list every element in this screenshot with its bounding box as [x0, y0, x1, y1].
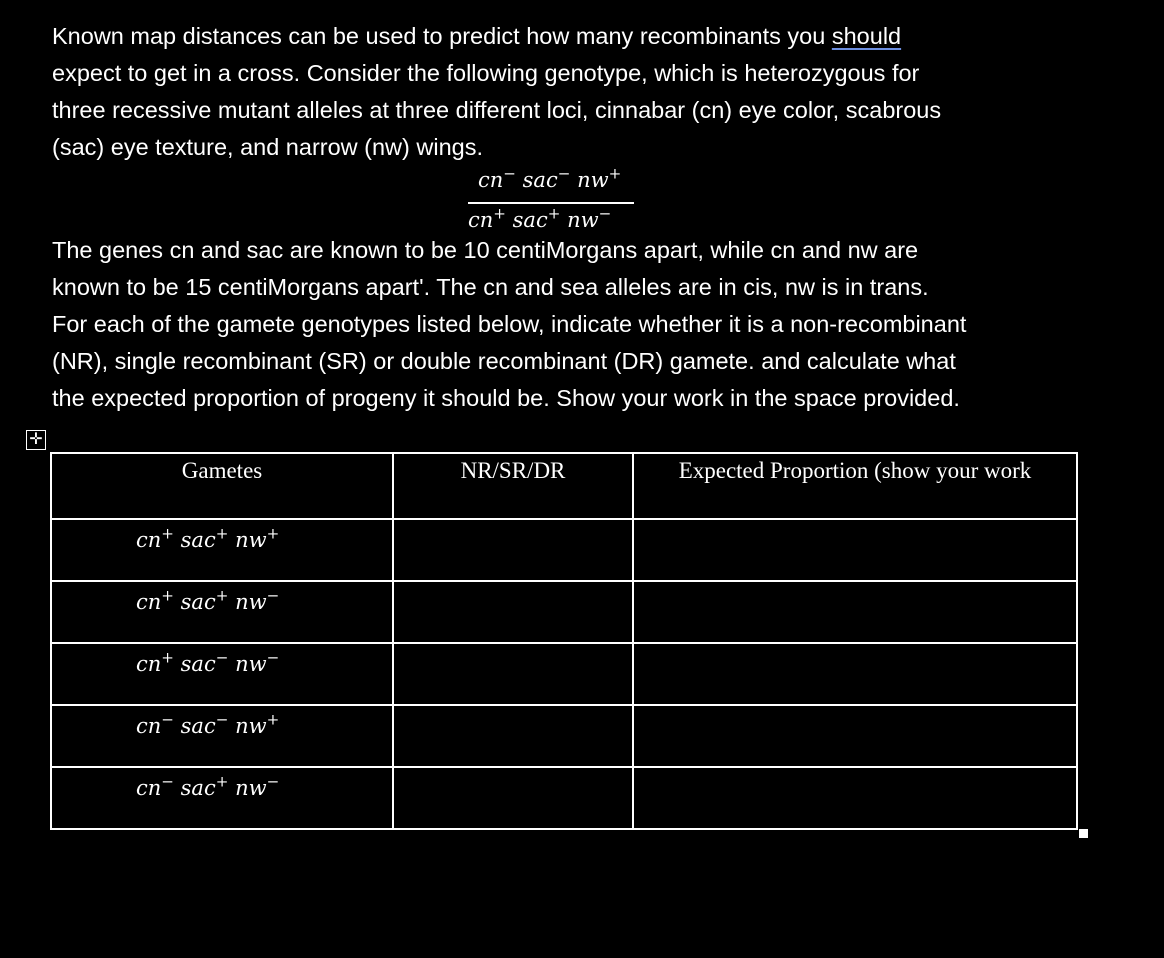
allele: [567, 204, 612, 232]
allele: [512, 204, 561, 232]
table-row: [51, 767, 1077, 829]
instructions-line: the expected proportion of progeny it should be. Show your work in the space provided.: [52, 385, 960, 411]
allele: [235, 772, 280, 800]
allele: [180, 772, 229, 800]
gene-symbol: cn: [136, 652, 162, 676]
gene-symbol: sac: [522, 168, 558, 192]
gene-symbol: cn: [136, 714, 162, 738]
gene-symbol: nw: [235, 652, 267, 676]
recombinant-type-cell[interactable]: [393, 767, 633, 829]
allele: [468, 204, 506, 232]
square-resize-icon[interactable]: [1079, 829, 1088, 838]
gamete-cell[interactable]: [51, 705, 393, 767]
allele: [136, 524, 174, 552]
allele: [235, 648, 280, 676]
gamete-genotype: [52, 520, 392, 552]
gene-symbol: nw: [235, 776, 267, 800]
expected-proportion-cell[interactable]: [633, 767, 1077, 829]
allele: [180, 586, 229, 614]
gene-symbol: sac: [512, 208, 548, 232]
spellcheck-word[interactable]: should: [831, 23, 902, 49]
gamete-cell[interactable]: [51, 519, 393, 581]
allele-sign: −: [161, 772, 174, 791]
gamete-genotype: [52, 582, 392, 614]
gamete-cell[interactable]: [51, 581, 393, 643]
allele: [577, 164, 622, 192]
allele: [235, 710, 280, 738]
allele-sign: +: [266, 524, 280, 543]
gamete-table: [50, 452, 1078, 830]
gamete-genotype: [52, 706, 392, 738]
allele: [478, 164, 516, 192]
expected-proportion-cell[interactable]: [633, 705, 1077, 767]
expected-proportion-cell[interactable]: [633, 581, 1077, 643]
allele: [136, 586, 174, 614]
allele-sign: +: [547, 204, 561, 223]
allele-sign: +: [161, 524, 174, 543]
instructions-line: known to be 15 centiMorgans apart'. The cn and sea alleles are in cis, nw is in trans.: [52, 274, 929, 300]
allele: [136, 648, 174, 676]
gene-symbol: nw: [235, 590, 267, 614]
genotype-top-chromosome: [478, 164, 622, 192]
allele-sign: −: [161, 710, 174, 729]
instructions-line: For each of the gamete genotypes listed below, indicate whether it is a non-recombinant: [52, 311, 967, 337]
gene-symbol: sac: [180, 776, 216, 800]
gamete-genotype: [52, 644, 392, 676]
allele: [235, 586, 280, 614]
allele-sign: +: [493, 204, 506, 223]
gamete-cell[interactable]: [51, 643, 393, 705]
table-row: [51, 519, 1077, 581]
four-arrows-move-icon[interactable]: ✛: [26, 430, 46, 450]
allele: [136, 772, 174, 800]
allele-sign: −: [598, 204, 612, 223]
gene-symbol: nw: [235, 528, 267, 552]
allele-sign: +: [161, 586, 174, 605]
instructions-line: The genes cn and sac are known to be 10 centiMorgans apart, while cn and nw are: [52, 237, 919, 263]
gene-symbol: cn: [468, 208, 494, 232]
intro-line: expect to get in a cross. Consider the following genotype, which is heterozygous for: [52, 60, 920, 86]
instructions-paragraph: [52, 232, 966, 417]
allele: [180, 648, 229, 676]
intro-paragraph: [52, 18, 941, 166]
gene-symbol: cn: [136, 528, 162, 552]
fraction-bar: [468, 202, 634, 204]
allele-sign: +: [215, 772, 229, 791]
allele-sign: +: [608, 164, 622, 183]
allele-sign: −: [503, 164, 516, 183]
table-row: [51, 643, 1077, 705]
allele-sign: +: [215, 524, 229, 543]
allele: [522, 164, 571, 192]
allele: [180, 710, 229, 738]
gene-symbol: sac: [180, 590, 216, 614]
recombinant-type-cell[interactable]: [393, 705, 633, 767]
gene-symbol: cn: [136, 590, 162, 614]
allele-sign: +: [266, 710, 280, 729]
gene-symbol: sac: [180, 528, 216, 552]
instructions-line: (NR), single recombinant (SR) or double recombinant (DR) gamete. and calculate what: [52, 348, 956, 374]
allele-sign: −: [266, 648, 280, 667]
allele-sign: −: [266, 772, 280, 791]
genotype-bottom-chromosome: [468, 204, 612, 232]
gene-symbol: sac: [180, 652, 216, 676]
table-row: [51, 705, 1077, 767]
table-header-row: [51, 453, 1077, 519]
allele-sign: +: [215, 586, 229, 605]
intro-line: three recessive mutant alleles at three different loci, cinnabar (cn) eye color, scabrous: [52, 97, 942, 123]
header-gametes: Gametes: [51, 453, 393, 519]
allele: [180, 524, 229, 552]
allele: [136, 710, 174, 738]
recombinant-type-cell[interactable]: [393, 643, 633, 705]
intro-line: (sac) eye texture, and narrow (nw) wings.: [52, 134, 483, 160]
table-row: [51, 581, 1077, 643]
gene-symbol: sac: [180, 714, 216, 738]
header-type: NR/SR/DR: [393, 453, 633, 519]
gene-symbol: nw: [577, 168, 609, 192]
allele-sign: +: [161, 648, 174, 667]
allele: [235, 524, 280, 552]
gene-symbol: cn: [136, 776, 162, 800]
allele-sign: −: [215, 710, 229, 729]
gamete-genotype: [52, 768, 392, 800]
expected-proportion-cell[interactable]: [633, 519, 1077, 581]
allele-sign: −: [557, 164, 571, 183]
intro-line: Known map distances can be used to predict how many recombinants you should: [52, 23, 902, 49]
gene-symbol: cn: [478, 168, 504, 192]
gene-symbol: nw: [235, 714, 267, 738]
allele-sign: −: [215, 648, 229, 667]
allele-sign: −: [266, 586, 280, 605]
header-proportion: Expected Proportion (show your work: [633, 453, 1077, 519]
expected-proportion-cell[interactable]: [633, 643, 1077, 705]
recombinant-type-cell[interactable]: [393, 519, 633, 581]
recombinant-type-cell[interactable]: [393, 581, 633, 643]
gamete-cell[interactable]: [51, 767, 393, 829]
gene-symbol: nw: [567, 208, 599, 232]
